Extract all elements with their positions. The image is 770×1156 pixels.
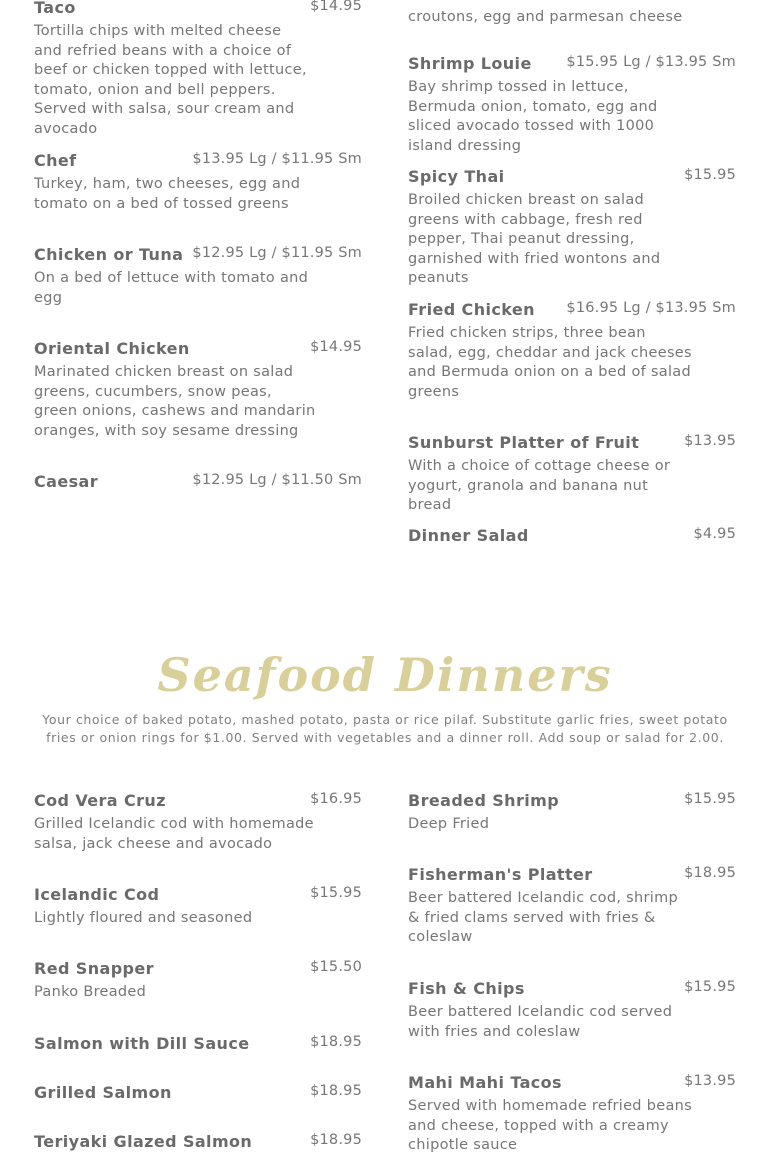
item-name: Teriyaki Glazed Salmon bbox=[34, 1132, 253, 1151]
item-name: Icelandic Cod bbox=[34, 885, 160, 904]
menu-item-sunburst-platter bbox=[408, 433, 736, 513]
item-name: Salmon with Dill Sauce bbox=[34, 1034, 250, 1053]
item-name: Breaded Shrimp bbox=[408, 791, 560, 810]
menu-item-fragment bbox=[408, 0, 736, 24]
menu-item-breaded-shrimp bbox=[408, 791, 736, 841]
item-price: $13.95 Lg / $11.95 Sm bbox=[192, 151, 362, 167]
item-name: Red Snapper bbox=[34, 959, 154, 978]
menu-item-caesar bbox=[34, 472, 362, 498]
menu-item-shrimp-louie bbox=[408, 54, 736, 154]
item-price: $15.95 bbox=[310, 885, 362, 901]
menu-item-taco bbox=[34, 0, 362, 137]
item-description: Lightly floured and seasoned bbox=[34, 910, 253, 926]
item-price: $15.95 bbox=[684, 167, 736, 183]
menu-item-teriyaki-salmon bbox=[34, 1132, 362, 1151]
item-price: $12.95 Lg / $11.50 Sm bbox=[192, 472, 362, 488]
item-name: Fisherman's Platter bbox=[408, 865, 593, 884]
item-price: $15.95 Lg / $13.95 Sm bbox=[566, 54, 736, 70]
item-price: $14.95 bbox=[310, 339, 362, 355]
item-name: Sunburst Platter of Fruit bbox=[408, 433, 640, 452]
item-description: Panko Breaded bbox=[34, 984, 147, 1000]
item-name: Shrimp Louie bbox=[408, 54, 532, 73]
item-name: Spicy Thai bbox=[408, 167, 505, 186]
item-description: Fried chicken strips, three bean salad, egg, cheddar and jack cheeses and Bermuda onion on a bed of salad greens bbox=[408, 325, 692, 400]
item-name: Chicken or Tuna bbox=[34, 245, 184, 264]
menu-item-grilled-salmon bbox=[34, 1083, 362, 1109]
item-price: $18.95 bbox=[310, 1034, 362, 1050]
item-price: $15.95 bbox=[684, 791, 736, 807]
menu-item-dinner-salad bbox=[408, 526, 736, 552]
menu-item-fried-chicken bbox=[408, 300, 736, 410]
menu-item-oriental-chicken bbox=[34, 339, 362, 449]
menu-item-fish-and-chips bbox=[408, 979, 736, 1049]
item-name: Oriental Chicken bbox=[34, 339, 190, 358]
item-name: Caesar bbox=[34, 472, 99, 491]
item-description: Marinated chicken breast on salad greens, cucumbers, snow peas, green onions, cashews and mandarin oranges, with soy sesame dressing bbox=[34, 364, 316, 439]
item-price: $4.95 bbox=[693, 526, 736, 542]
menu-item-salmon-dill bbox=[34, 1034, 362, 1060]
item-name: Fish & Chips bbox=[408, 979, 525, 998]
item-price: $14.95 bbox=[310, 0, 362, 14]
item-description: Broiled chicken breast on salad greens with cabbage, fresh red pepper, Thai peanut dressing, garnished with fried wontons and peanuts bbox=[408, 192, 661, 286]
item-name: Chef bbox=[34, 151, 77, 170]
item-description: Deep Fried bbox=[408, 816, 490, 832]
item-price: $18.95 bbox=[310, 1132, 362, 1148]
menu-item-chicken-or-tuna bbox=[34, 245, 362, 315]
item-price: $16.95 Lg / $13.95 Sm bbox=[566, 300, 736, 316]
item-name: Mahi Mahi Tacos bbox=[408, 1073, 562, 1092]
item-name: Fried Chicken bbox=[408, 300, 535, 319]
menu-item-red-snapper bbox=[34, 959, 362, 1009]
item-description: Bay shrimp tossed in lettuce, Bermuda onion, tomato, egg and sliced avocado tossed with 1000 island dressing bbox=[408, 79, 658, 154]
item-description: croutons, egg and parmesan cheese bbox=[408, 9, 683, 25]
item-name: Cod Vera Cruz bbox=[34, 791, 166, 810]
item-description: Turkey, ham, two cheeses, egg and tomato on a bed of tossed greens bbox=[34, 176, 301, 212]
item-name: Taco bbox=[34, 0, 76, 17]
menu-item-cod-vera-cruz bbox=[34, 791, 362, 861]
item-description: Tortilla chips with melted cheese and refried beans with a choice of beef or chicken topped with lettuce, tomato, onion and bell peppers. Served with salsa, sour cream and avocado bbox=[34, 23, 307, 137]
item-description: Beer battered Icelandic cod served with fries and coleslaw bbox=[408, 1004, 673, 1040]
item-price: $13.95 bbox=[684, 433, 736, 449]
item-price: $15.95 bbox=[684, 979, 736, 995]
menu-item-spicy-thai bbox=[408, 167, 736, 286]
item-price: $15.50 bbox=[310, 959, 362, 975]
item-description: Grilled Icelandic cod with homemade salsa, jack cheese and avocado bbox=[34, 816, 314, 852]
item-price: $13.95 bbox=[684, 1073, 736, 1089]
item-price: $12.95 Lg / $11.95 Sm bbox=[192, 245, 362, 261]
menu-item-icelandic-cod bbox=[34, 885, 362, 935]
item-name: Grilled Salmon bbox=[34, 1083, 172, 1102]
menu-item-chef bbox=[34, 151, 362, 221]
item-description: Beer battered Icelandic cod, shrimp & fried clams served with fries & coleslaw bbox=[408, 890, 679, 945]
section-title: Seafood Dinners bbox=[157, 648, 613, 702]
item-price: $16.95 bbox=[310, 791, 362, 807]
section-subtitle: Your choice of baked potato, mashed potato, pasta or rice pilaf. Substitute garlic fries, sweet potato fries or onion rings for $1.00. Served with vegetables and a dinner roll. Add soup or salad for 2.00. bbox=[42, 712, 728, 745]
item-description: On a bed of lettuce with tomato and egg bbox=[34, 270, 309, 306]
item-description: With a choice of cottage cheese or yogurt, granola and banana nut bread bbox=[408, 458, 671, 513]
item-price: $18.95 bbox=[310, 1083, 362, 1099]
item-price: $18.95 bbox=[684, 865, 736, 881]
menu-item-fishermans-platter bbox=[408, 865, 736, 955]
item-description: Served with homemade refried beans and cheese, topped with a creamy chipotle sauce bbox=[408, 1098, 692, 1153]
item-name: Dinner Salad bbox=[408, 526, 529, 545]
menu-item-mahi-mahi-tacos bbox=[408, 1073, 736, 1153]
